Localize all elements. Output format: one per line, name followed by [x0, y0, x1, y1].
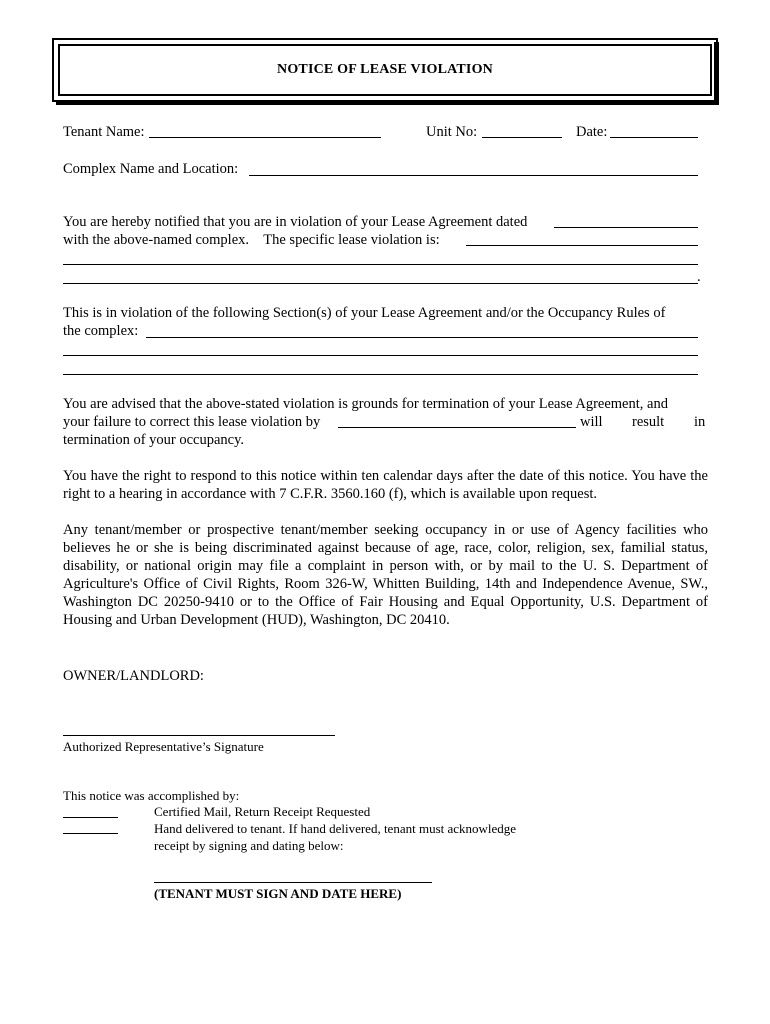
signature-label: Authorized Representative’s Signature	[63, 739, 264, 754]
sections-line-2: the complex:	[63, 323, 139, 339]
discrimination-paragraph: Any tenant/member or prospective tenant/member seeking occupancy in or use of Agency facilities who believes he or she is being discriminated against because of age, race, color, religion, sex, familial status, disability, or national origin may file a complaint in person with, or by mail to the U. S. Department of Agriculture's Office of Civil Rights, Room 326-W, Whitten Building, 14th and Independence Avenue, SW., Washington DC 20250-9410 or to the Office of Fair Housing and Equal Opportunity, U.S. Department of Housing and Urban Development (HUD), Washington, DC 20410.	[63, 522, 708, 628]
option-hand-delivered-1: Hand delivered to tenant. If hand delivered, tenant must acknowledge	[154, 821, 517, 836]
violation-period: .	[697, 269, 701, 285]
notice-line-2: with the above-named complex. The specific lease violation is:	[63, 232, 440, 248]
violation-field[interactable]	[466, 245, 698, 246]
violation-line-3[interactable]	[63, 283, 698, 284]
tenant-name-field[interactable]	[149, 137, 381, 138]
correct-by-date-field[interactable]	[338, 427, 576, 428]
certified-mail-checkline[interactable]	[63, 817, 118, 818]
advised-line-1: You are advised that the above-stated violation is grounds for termination of your Lease Agreement, and	[63, 396, 668, 412]
signature-line[interactable]	[63, 735, 335, 736]
date-field[interactable]	[610, 137, 698, 138]
tenant-sign-label: (TENANT MUST SIGN AND DATE HERE)	[154, 886, 402, 901]
lease-date-field[interactable]	[554, 227, 698, 228]
date-label: Date:	[576, 124, 608, 140]
advised-word-in: in	[694, 414, 706, 430]
complex-field[interactable]	[249, 175, 698, 176]
advised-line-2: your failure to correct this lease violation by	[63, 414, 321, 430]
advised-word-result: result	[632, 414, 665, 430]
unit-no-label: Unit No:	[426, 124, 478, 140]
right-to-respond-paragraph: You have the right to respond to this notice within ten calendar days after the date of this notice. You have the right to a hearing in accordance with 7 C.F.R. 3560.160 (f), which is available upon request.	[63, 468, 708, 502]
complex-label: Complex Name and Location:	[63, 161, 239, 177]
option-hand-delivered-2: receipt by signing and dating below:	[154, 838, 344, 853]
tenant-name-label: Tenant Name:	[63, 124, 145, 140]
title-box	[52, 38, 718, 102]
tenant-signature-line[interactable]	[154, 882, 432, 883]
advised-line-3: termination of your occupancy.	[63, 432, 245, 448]
accomplished-intro: This notice was accomplished by:	[63, 788, 240, 803]
hand-delivered-checkline[interactable]	[63, 833, 118, 834]
sections-line-field-2[interactable]	[63, 355, 698, 356]
sections-line-field-3[interactable]	[63, 374, 698, 375]
violation-line-2[interactable]	[63, 264, 698, 265]
sections-field[interactable]	[146, 337, 698, 338]
unit-no-field[interactable]	[482, 137, 562, 138]
page-title: NOTICE OF LEASE VIOLATION	[277, 62, 493, 77]
sections-line-1: This is in violation of the following Section(s) of your Lease Agreement and/or the Occupancy Rules of	[63, 305, 666, 321]
option-certified-mail: Certified Mail, Return Receipt Requested	[154, 804, 371, 819]
owner-label: OWNER/LANDLORD:	[63, 668, 204, 684]
advised-word-will: will	[580, 414, 603, 430]
title-box-inner	[58, 44, 712, 96]
notice-line-1: You are hereby notified that you are in violation of your Lease Agreement dated	[63, 214, 528, 230]
